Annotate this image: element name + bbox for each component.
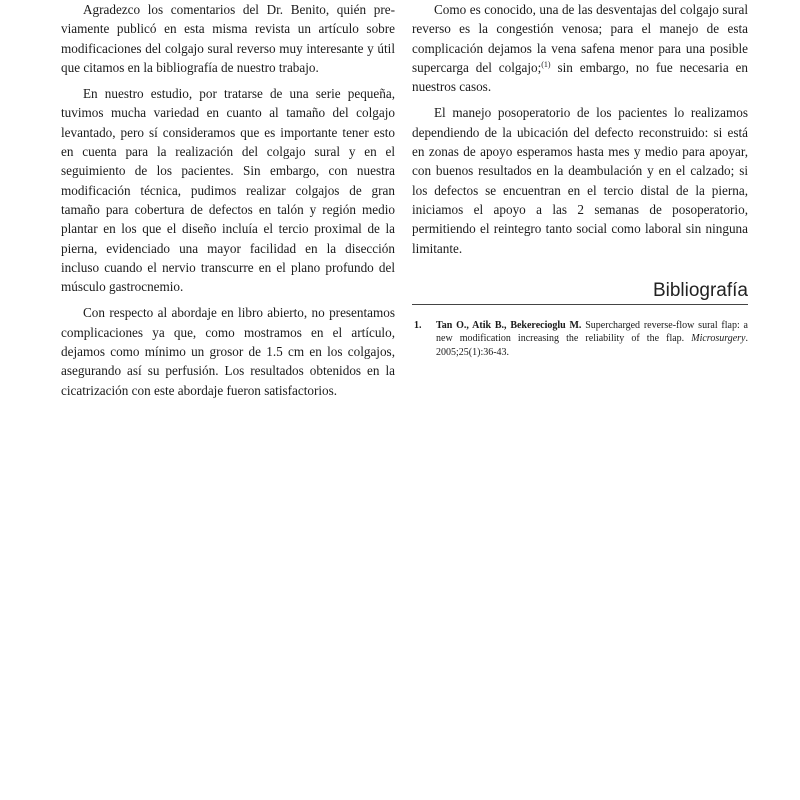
reference-authors: Tan O., Atik B., Bekerecioglu M. [436, 320, 582, 331]
right-paragraph-1-tail: sin embargo, no fue necesaria en nuestros casos. [412, 59, 749, 95]
reference-journal: Microsurgery [691, 333, 746, 345]
left-paragraph-2: En nuestro estudio, por tratarse de una serie pequeña, tuvimos mucha variedad en cuanto al tamaño del colgajo levantado, pero sí consideramos que es importante tener esto en cuenta para la realización del colgajo sural y en el seguimiento de los pacientes. Sin embargo, con nuestra modificación técnica, pudimos realizar colgajos de gran tamaño para cobertura de defectos en talón y región medio plantar en los que el diseño incluía el tercio proximal de la pierna, evidenciado una mayor facilidad en la disección incluso cuando el nervio transcurre en el plano profundo del músculo gastrocnemio. [61, 86, 395, 295]
bibliography-divider [412, 304, 748, 305]
reference-text [436, 319, 748, 359]
reference-title: Supercharged reverse-flow sural flap: a new modification increasing the reliability of the flap. [436, 320, 748, 345]
left-paragraph-1: Agradezco los comentarios del Dr. Benito, quién previamente publicó en esta misma revista un artículo sobre modificaciones del colgajo sural reverso muy interesante y útil que citamos en la bibliografía de nuestro trabajo. [61, 2, 395, 75]
left-column [61, 0, 395, 400]
right-paragraph-1-text: Como es conocido, una de las desventajas del colgajo sural reverso es la congestión venosa; para el manejo de esta complicación dejamos la vena safena menor para una posible supercarga del colgajo; [412, 2, 748, 75]
reference-item [412, 319, 748, 359]
right-column [412, 0, 748, 258]
bibliography-heading: Bibliografía [652, 280, 748, 301]
reference-number: 1. [414, 320, 422, 331]
reference-details: . 2005;25(1):36-43. [436, 333, 748, 358]
citation-superscript: (1) [541, 59, 551, 69]
right-paragraph-1 [412, 0, 748, 96]
left-paragraph-3: Con respecto al abordaje en libro abierto, no presentamos complicaciones ya que, como mostramos en el artículo, dejamos como mínimo un grosor de 1.5 cm en los colgajos, asegurando así su perfusión. Los resultados obtenidos en la cicatrización con este abordaje fueron satisfactorios. [61, 305, 395, 398]
right-paragraph-2: El manejo posoperatorio de los pacientes lo realizamos dependiendo de la ubicación del defecto reconstruido: si está en zonas de apoyo esperamos hasta mes y medio para apoyar, con buenos resultados en la deambulación y en el calzado; si los defectos se encuentran en el tercio distal de la pierna, iniciamos el apoyo a las 2 semanas de posoperatorio, permitiendo el reintegro tanto social como laboral sin ninguna limitante. [412, 105, 748, 256]
